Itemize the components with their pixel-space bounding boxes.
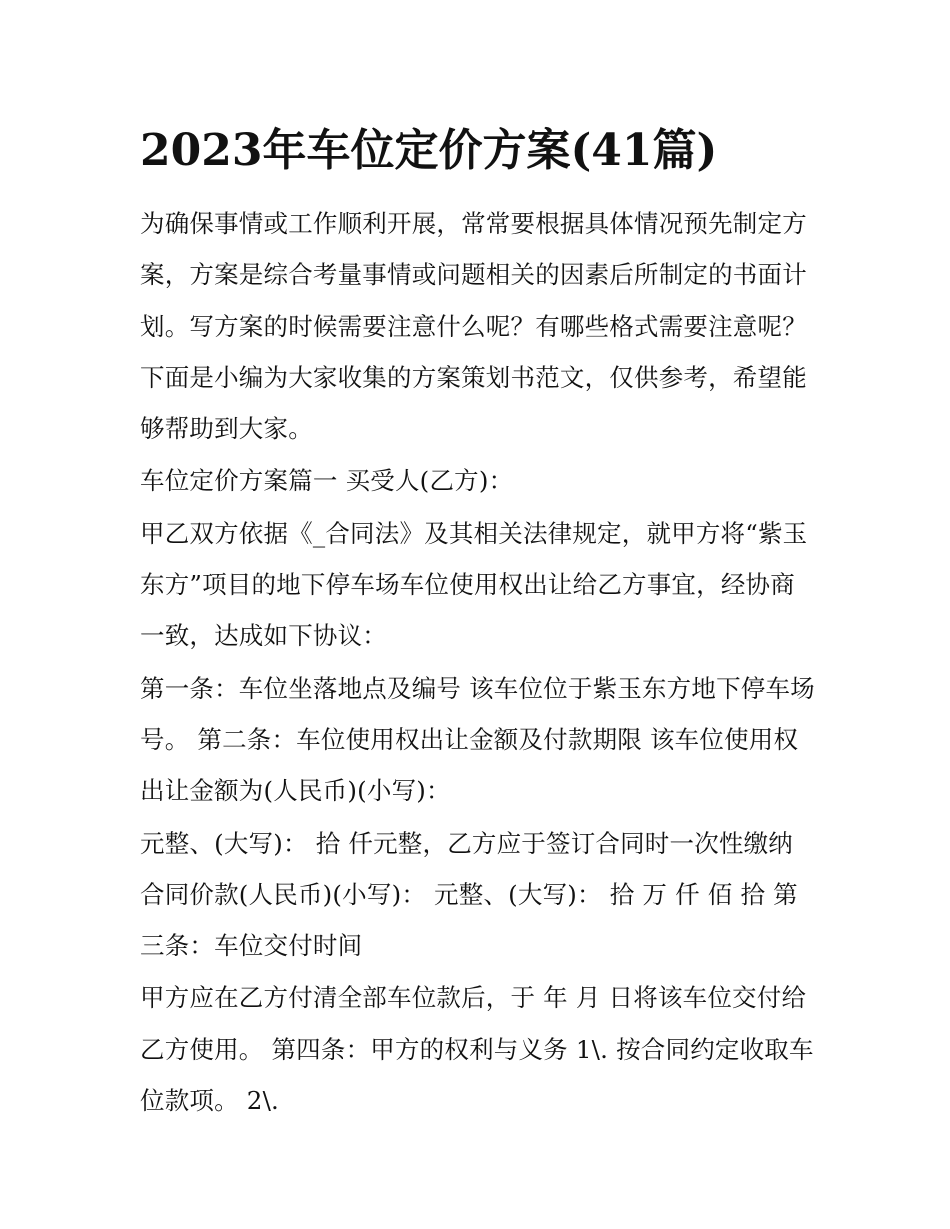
document-body: [140, 118, 815, 1127]
clause-1-2-paragraph: 第一条：车位坐落地点及编号 该车位位于紫玉东方地下停车场 号。 第二条：车位使用权出让金额及付款期限 该车位使用权出让金额为(人民币)(小写)：: [140, 673, 815, 806]
section-heading-paragraph: 车位定价方案篇一 买受人(乙方)：: [140, 466, 514, 496]
intro-paragraph: 为确保事情或工作顺利开展，常常要根据具体情况预先制定方案，方案是综合考量事情或问题相关的因素后所制定的书面计划。写方案的时候需要注意什么呢？有哪些格式需要注意呢？下面是小编为大家收集的方案策划书范文，仅供参考，希望能够帮助到大家。: [140, 209, 807, 444]
payment-paragraph: 元整、(大写)： 拾 仟元整，乙方应于签订合同时一次性缴纳合同价款(人民币)(小写)： 元整、(大写)： 拾 万 仟 佰 拾 第三条：车位交付时间: [140, 828, 798, 961]
document-title: 2023年车位定价方案(41篇): [140, 125, 718, 176]
contract-preamble-paragraph: 甲乙双方依据《_合同法》及其相关法律规定，就甲方将“紫玉东方”项目的地下停车场车位使用权出让给乙方事宜，经协商一致，达成如下协议：: [140, 518, 808, 651]
delivery-paragraph: 甲方应在乙方付清全部车位款后，于 年 月 日将该车位交付给乙方使用。 第四条：甲方的权利与义务 1\. 按合同约定收取车位款项。 2\.: [140, 983, 814, 1116]
